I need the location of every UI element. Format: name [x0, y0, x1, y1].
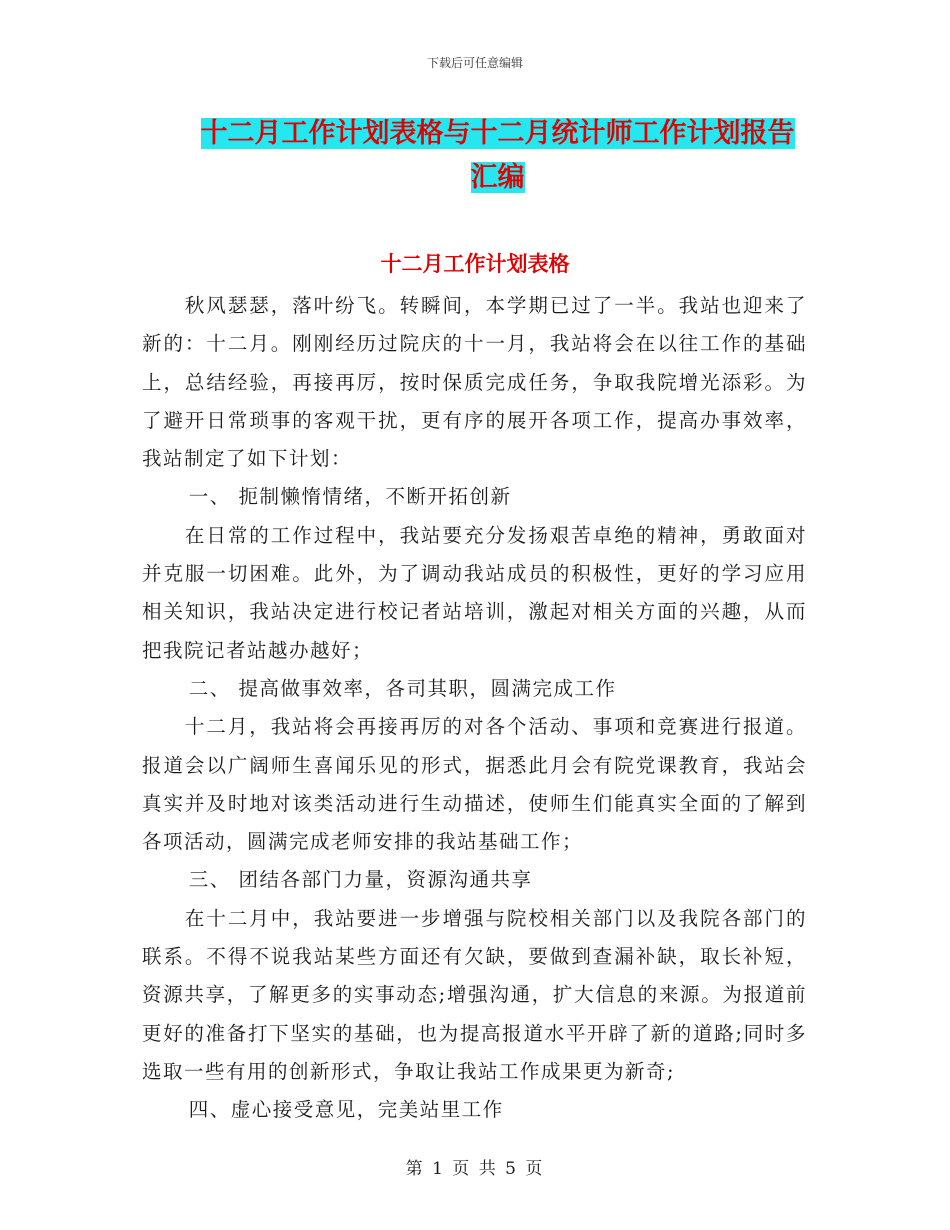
paragraph: 十二月，我站将会再接再厉的对各个活动、事项和竞赛进行报道。报道会以广阔师生喜闻乐见的形式，据悉此月会有院党课教育，我站会真实并及时地对该类活动进行生动描述，使师生们能真实全面的了解到各项活动，圆满完成老师安排的我站基础工作； [142, 715, 807, 854]
header-note: 下载后可任意编辑 [426, 56, 523, 70]
section-heading: 一、 扼制懒惰情绪，不断开拓创新 [188, 485, 512, 509]
paragraph: 秋风瑟瑟，落叶纷飞。转瞬间，本学期已过了一半。我站也迎来了新的：十二月。刚刚经历过院庆的十一月，我站将会在以往工作的基础上，总结经验，再接再厉，按时保质完成任务，争取我院增光添彩。为了避开日常琐事的客观干扰，更有序的展开各项工作，提高办事效率，我站制定了如下计划： [142, 294, 807, 471]
section-title: 十二月工作计划表格 [380, 251, 570, 276]
section-heading: 三、 团结各部门力量，资源沟通共享 [188, 868, 533, 892]
page-footer: 第 1 页 共 5 页 [405, 1159, 545, 1179]
section-heading: 四、虚心接受意见，完美站里工作 [188, 1098, 504, 1122]
section-heading: 二、 提高做事效率，各司其职，圆满完成工作 [188, 676, 617, 700]
paragraph: 在十二月中，我站要进一步增强与院校相关部门以及我院各部门的联系。不得不说我站某些方面还有欠缺，要做到查漏补缺，取长补短，资源共享，了解更多的实事动态;增强沟通，扩大信息的来源。为报道前更好的准备打下坚实的基础，也为提高报道水平开辟了新的道路;同时多选取一些有用的创新形式，争取让我站工作成果更为新奇; [142, 906, 807, 1083]
document-body [142, 287, 807, 1130]
document-title [190, 112, 805, 200]
document-title-text: 十二月工作计划表格与十二月统计师工作计划报告汇编 [200, 118, 795, 193]
paragraph: 在日常的工作过程中，我站要充分发扬艰苦卓绝的精神，勇敢面对并克服一切困难。此外，为了调动我站成员的积极性，更好的学习应用相关知识，我站决定进行校记者站培训，激起对相关方面的兴趣，从而把我院记者站越办越好； [142, 523, 807, 662]
